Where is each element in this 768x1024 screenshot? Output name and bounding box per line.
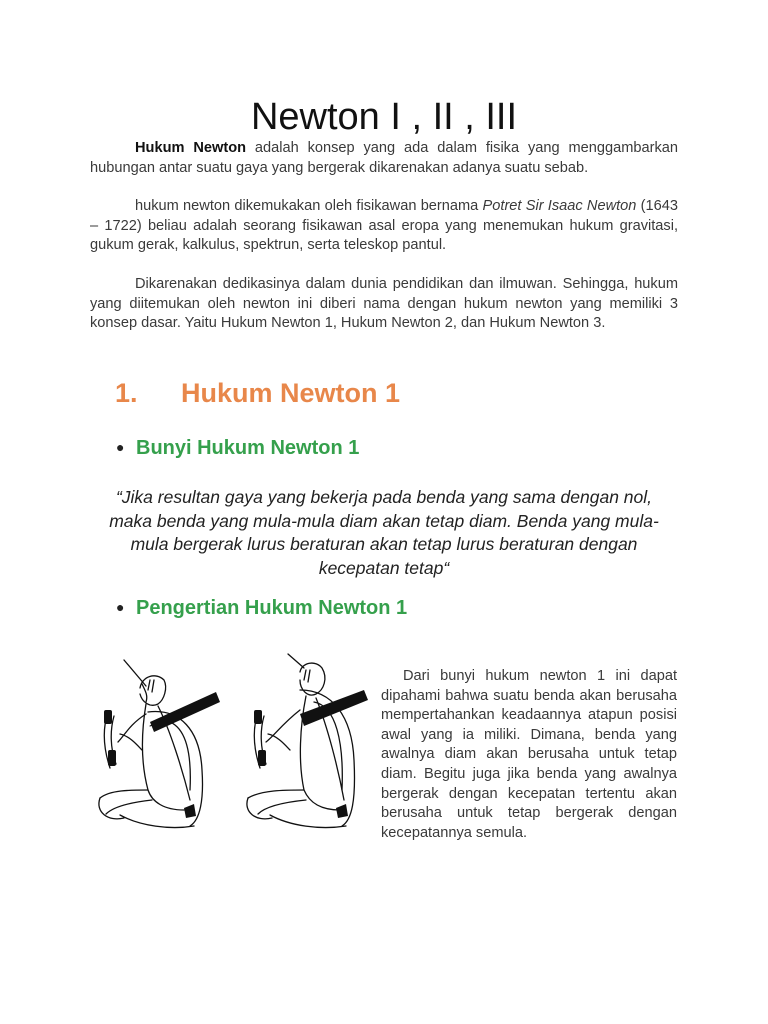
explanation-paragraph: Dari bunyi hukum newton 1 ini dapat dipahami bahwa suatu benda akan berusaha mempertahankan keadaannya atapun posisi awal yang ia miliki. Dimana, benda yang awalnya diam akan berusaha untuk tetap diam. Begitu juga jika benda yang awalnya bergerak dengan kecepatan tertentu akan berusaha untuk tetap bergerak dengan kecepatannya semula.: [381, 668, 677, 841]
bullet-icon: ●: [116, 439, 125, 455]
intro-term: Hukum Newton: [135, 140, 247, 156]
section-title: Hukum Newton 1: [181, 378, 401, 408]
page-title: Newton I , II , III: [250, 96, 518, 138]
intro-p2-rest: (1643 – 1722) beliau adalah seorang fisikawan asal eropa yang menemukan hukum gravitasi, gukum gerak, kalkulus, spektrun, serta teleskop pantul.: [90, 198, 678, 253]
intro-paragraph-2: [90, 197, 678, 256]
subheading-pengertian-text: Pengertian Hukum Newton 1: [136, 597, 408, 619]
subheading-pengertian: [116, 593, 407, 622]
subheading-bunyi-text: Bunyi Hukum Newton 1: [136, 437, 360, 459]
subheading-bunyi: [116, 433, 359, 462]
driver-figure-left: [99, 660, 214, 828]
driver-figure-right: [247, 654, 364, 828]
bullet-icon: ●: [116, 599, 125, 615]
seatbelt-illustration: [90, 650, 375, 840]
intro-p2-italic: Potret Sir Isaac Newton: [482, 198, 637, 214]
law-quote: “Jika resultan gaya yang bekerja pada benda yang sama dengan nol, maka benda yang mula-mula diam akan tetap diam. Benda yang mula-mula bergerak lurus beraturan akan tetap lurus beraturan dengan kecepatan tetap“: [109, 487, 659, 579]
section-number: 1.: [115, 378, 138, 408]
intro-definition: adalah konsep yang ada dalam fisika yang menggambarkan hubungan antar suatu gaya yang bergerak dikarenakan adanya suatu sebab.: [90, 140, 678, 176]
intro-p2-start: hukum newton dikemukakan oleh fisikawan bernama: [135, 198, 483, 214]
intro-paragraph-3: Dikarenakan dedikasinya dalam dunia pendidikan dan ilmuwan. Sehingga, hukum yang diitemukan oleh newton ini diberi nama dengan hukum newton yang memiliki 3 konsep dasar. Yaitu Hukum Newton 1, Hukum Newton 2, dan Hukum Newton 3.: [90, 276, 678, 331]
intro-paragraph-1: [90, 139, 678, 178]
section-heading-hukum-newton-1: [115, 373, 400, 413]
